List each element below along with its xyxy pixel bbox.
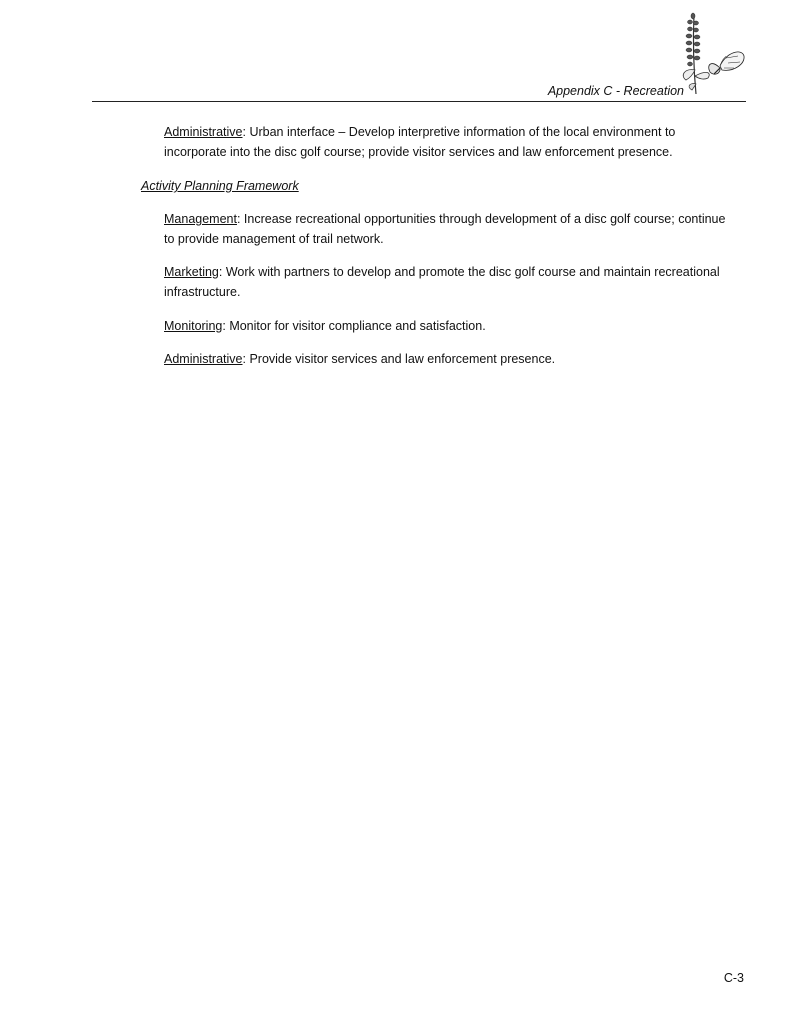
section-heading: Activity Planning Framework <box>141 179 299 193</box>
paragraph-label: Administrative <box>164 352 243 366</box>
flower-butterfly-icon <box>676 8 748 100</box>
paragraph-label: Management <box>164 212 237 226</box>
page-number: C-3 <box>723 971 744 985</box>
administrative-urban-interface-paragraph <box>164 122 734 162</box>
administrative-paragraph <box>164 349 734 369</box>
paragraph-text: : Increase recreational opportunities through development of a disc golf course; continue to provide management of trail network. <box>164 212 726 246</box>
paragraph-label: Marketing <box>164 265 219 279</box>
marketing-paragraph <box>164 262 734 302</box>
paragraph-text: : Work with partners to develop and promote the disc golf course and maintain recreational infrastructure. <box>164 265 720 299</box>
paragraph-label: Monitoring <box>164 319 223 333</box>
paragraph-text: : Provide visitor services and law enforcement presence. <box>242 352 556 366</box>
paragraph-text: : Urban interface – Develop interpretive information of the local environment to incorporate into the disc golf course; provide visitor services and law enforcement presence. <box>164 125 676 159</box>
header-divider <box>92 101 746 102</box>
page-header-title: Appendix C - Recreation <box>547 84 684 98</box>
monitoring-paragraph <box>164 316 734 336</box>
paragraph-text: : Monitor for visitor compliance and satisfaction. <box>222 319 486 333</box>
management-paragraph <box>164 209 734 249</box>
paragraph-label: Administrative <box>164 125 243 139</box>
